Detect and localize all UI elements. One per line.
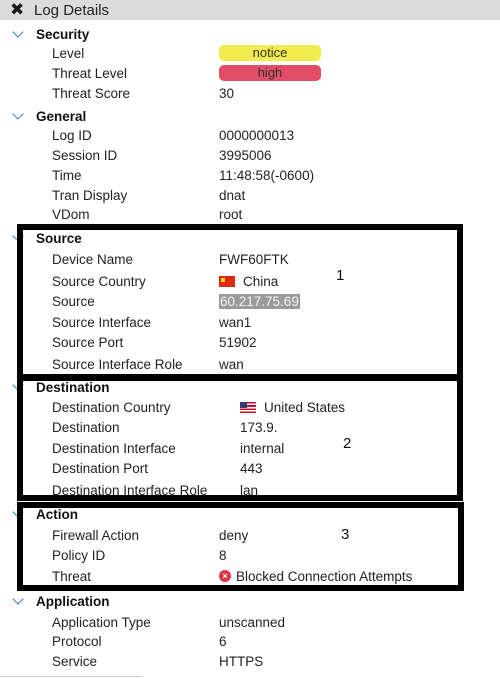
field-threat	[52, 566, 413, 586]
field-value: 11:48:58(-0600)	[219, 167, 315, 183]
field-threat-score	[52, 83, 235, 103]
field-label: VDom	[52, 206, 90, 222]
section-security-header[interactable]	[10, 24, 89, 44]
field-label: Source Country	[52, 273, 146, 289]
field-time	[52, 165, 315, 185]
field-value: 51902	[219, 334, 257, 350]
field-label: Level	[52, 45, 85, 61]
section-destination-header[interactable]	[10, 377, 110, 397]
field-value: wan1	[219, 314, 252, 330]
field-destination-interface-role	[52, 480, 259, 500]
section-title: General	[36, 108, 87, 124]
field-value: United States	[264, 399, 346, 415]
field-value: 3995006	[219, 147, 272, 163]
field-label: Destination Interface	[52, 440, 176, 456]
field-value: internal	[240, 440, 285, 456]
annotation-number-3: 3	[341, 526, 350, 543]
close-icon[interactable]: ✖	[10, 0, 25, 19]
blocked-circle-icon: ×	[219, 570, 231, 582]
chevron-down-icon	[12, 108, 23, 119]
field-value: 173.9.	[240, 419, 278, 435]
field-session-id	[52, 145, 272, 165]
field-label: Service	[52, 653, 98, 669]
field-label: Source Interface Role	[52, 356, 183, 372]
field-value: 0000000013	[219, 127, 295, 143]
panel-title: Log Details	[34, 1, 110, 19]
field-label: Tran Display	[52, 187, 128, 203]
annotation-number-1: 1	[336, 267, 345, 284]
field-value: 8	[219, 547, 227, 563]
field-value: Blocked Connection Attempts	[236, 568, 413, 584]
field-value: dnat	[219, 187, 246, 203]
field-device-name	[52, 249, 289, 269]
field-label: Threat Level	[52, 65, 128, 81]
field-label: Session ID	[52, 147, 118, 163]
field-source-interface-role	[52, 354, 244, 374]
chevron-down-icon	[12, 506, 23, 517]
source-ip-value[interactable]: 60.217.75.69	[220, 293, 299, 309]
field-source-interface	[52, 312, 252, 332]
field-value: unscanned	[219, 614, 286, 630]
china-flag-icon	[219, 276, 235, 287]
section-title: Security	[36, 26, 90, 42]
section-action-header[interactable]	[10, 504, 78, 524]
field-label: Device Name	[52, 251, 134, 267]
field-value: lan	[240, 482, 259, 498]
divider	[0, 676, 142, 677]
field-threat-level	[52, 63, 283, 83]
field-label: Time	[52, 167, 82, 183]
field-label: Destination Country	[52, 399, 171, 415]
field-label: Threat Score	[52, 85, 131, 101]
field-level	[52, 43, 288, 63]
section-title: Destination	[36, 379, 110, 395]
field-value: root	[219, 206, 243, 222]
field-value: deny	[219, 527, 249, 543]
field-value: wan	[219, 356, 244, 372]
field-tran-display	[52, 185, 246, 205]
chevron-down-icon	[12, 379, 23, 390]
chevron-down-icon	[12, 230, 23, 241]
field-label: Destination	[52, 419, 120, 435]
section-application-header[interactable]	[10, 591, 110, 611]
field-source-port	[52, 332, 257, 352]
field-label: Firewall Action	[52, 527, 140, 543]
field-destination-port	[52, 458, 263, 478]
field-label: Source	[52, 293, 95, 309]
field-destination	[52, 417, 278, 437]
field-policy-id	[52, 545, 227, 565]
field-label: Policy ID	[52, 547, 106, 563]
field-label: Protocol	[52, 633, 102, 649]
field-value: 30	[219, 85, 235, 101]
section-general-header[interactable]	[10, 106, 86, 126]
field-label: Source Interface	[52, 314, 152, 330]
field-value: HTTPS	[219, 653, 264, 669]
field-destination-interface	[52, 438, 285, 458]
chevron-down-icon	[12, 593, 23, 604]
section-title: Action	[36, 506, 78, 522]
field-value: China	[243, 273, 279, 289]
field-firewall-action	[52, 525, 249, 545]
field-destination-country	[52, 397, 346, 417]
field-application-type	[52, 612, 286, 632]
field-log-id	[52, 125, 295, 145]
us-flag-icon	[240, 402, 256, 413]
field-source-country	[52, 271, 279, 291]
section-title: Application	[36, 593, 110, 609]
field-label: Log ID	[52, 127, 92, 143]
field-label: Source Port	[52, 334, 124, 350]
field-value: 443	[240, 460, 263, 476]
field-protocol	[52, 631, 227, 651]
section-source-header[interactable]	[10, 228, 82, 248]
title-bar	[0, 0, 500, 20]
annotation-number-2: 2	[343, 435, 352, 452]
level-badge: notice	[219, 45, 321, 61]
chevron-down-icon	[12, 26, 23, 37]
threat-level-badge: high	[219, 65, 321, 81]
field-value: 6	[219, 633, 227, 649]
field-vdom	[52, 204, 243, 224]
field-service	[52, 651, 264, 671]
field-label: Destination Interface Role	[52, 482, 208, 498]
field-label: Destination Port	[52, 460, 149, 476]
field-label: Threat	[52, 568, 92, 584]
field-value: FWF60FTK	[219, 251, 289, 267]
field-source	[52, 291, 299, 311]
section-title: Source	[36, 230, 82, 246]
field-label: Application Type	[52, 614, 151, 630]
